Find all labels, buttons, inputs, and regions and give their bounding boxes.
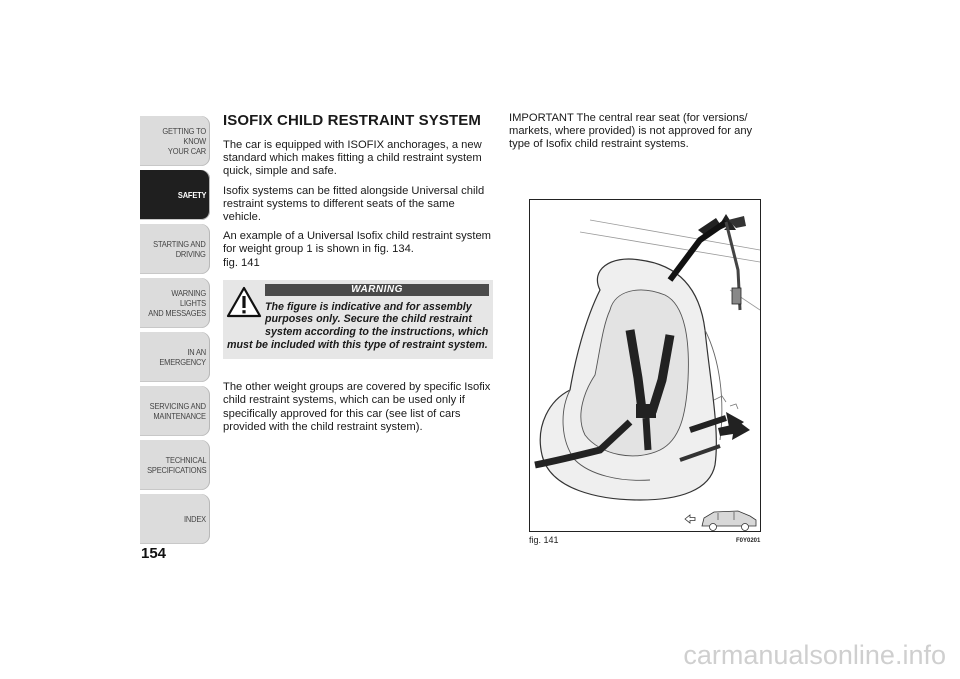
warning-box [223,280,493,359]
watermark: carmanualsonline.info [683,640,946,670]
figure-141 [529,199,761,532]
left-column [223,112,493,440]
figure-caption: fig. 141 [529,535,559,545]
car-side-icon [698,508,760,532]
tab-label: STARTING AND DRIVING [153,239,206,259]
warning-header [223,280,493,297]
tab-label: WARNING LIGHTS AND MESSAGES [148,288,206,318]
section-title: ISOFIX CHILD RESTRAINT SYSTEM [223,112,481,129]
tab-label: SAFETY [177,190,206,200]
tab-technical-specifications[interactable] [140,440,210,490]
tab-index[interactable] [140,494,210,544]
tab-label: SERVICING AND MAINTENANCE [149,401,206,421]
warning-label: WARNING [265,284,489,296]
page-number: 154 [141,545,167,562]
warning-text: The figure is indicative and for assembly purposes only. Secure the child restraint system according to the instructions, which must be included with this type of restraint system. [227,300,489,351]
paragraph: The car is equipped with ISOFIX anchorages, a new standard which makes fitting a child restraint system quick, simple and safe. [223,139,482,178]
child-seat-illustration [530,200,760,531]
tab-getting-to-know[interactable] [140,116,210,166]
tab-starting-and-driving[interactable] [140,224,210,274]
tab-warning-lights[interactable] [140,278,210,328]
tab-label: IN AN EMERGENCY [159,347,206,367]
tab-servicing[interactable] [140,386,210,436]
paragraph: The other weight groups are covered by specific Isofix child restraint systems, which can be used only if specifically approved for this car (see list of cars provided with the child restraint system). [223,381,491,433]
important-note: IMPORTANT The central rear seat (for versions/ markets, where provided) is not approved for any type of Isofix child restraint systems. [509,112,753,151]
paragraph: An example of a Universal Isofix child restraint system for weight group 1 is shown in fig. 134. fig. 141 [223,230,491,269]
arrow-icon [684,514,696,524]
tab-in-an-emergency[interactable] [140,332,210,382]
tab-label: GETTING TO KNOW YOUR CAR [162,126,206,156]
right-column [509,112,774,158]
tab-safety[interactable] [140,170,210,220]
paragraph: Isofix systems can be fitted alongside Universal child restraint systems to different seats of the same vehicle. [223,184,485,224]
warning-triangle-icon [226,286,262,318]
tab-label: INDEX [184,514,206,524]
tab-label: TECHNICAL SPECIFICATIONS [146,455,206,475]
figure-code: F0Y0201 [736,538,761,544]
